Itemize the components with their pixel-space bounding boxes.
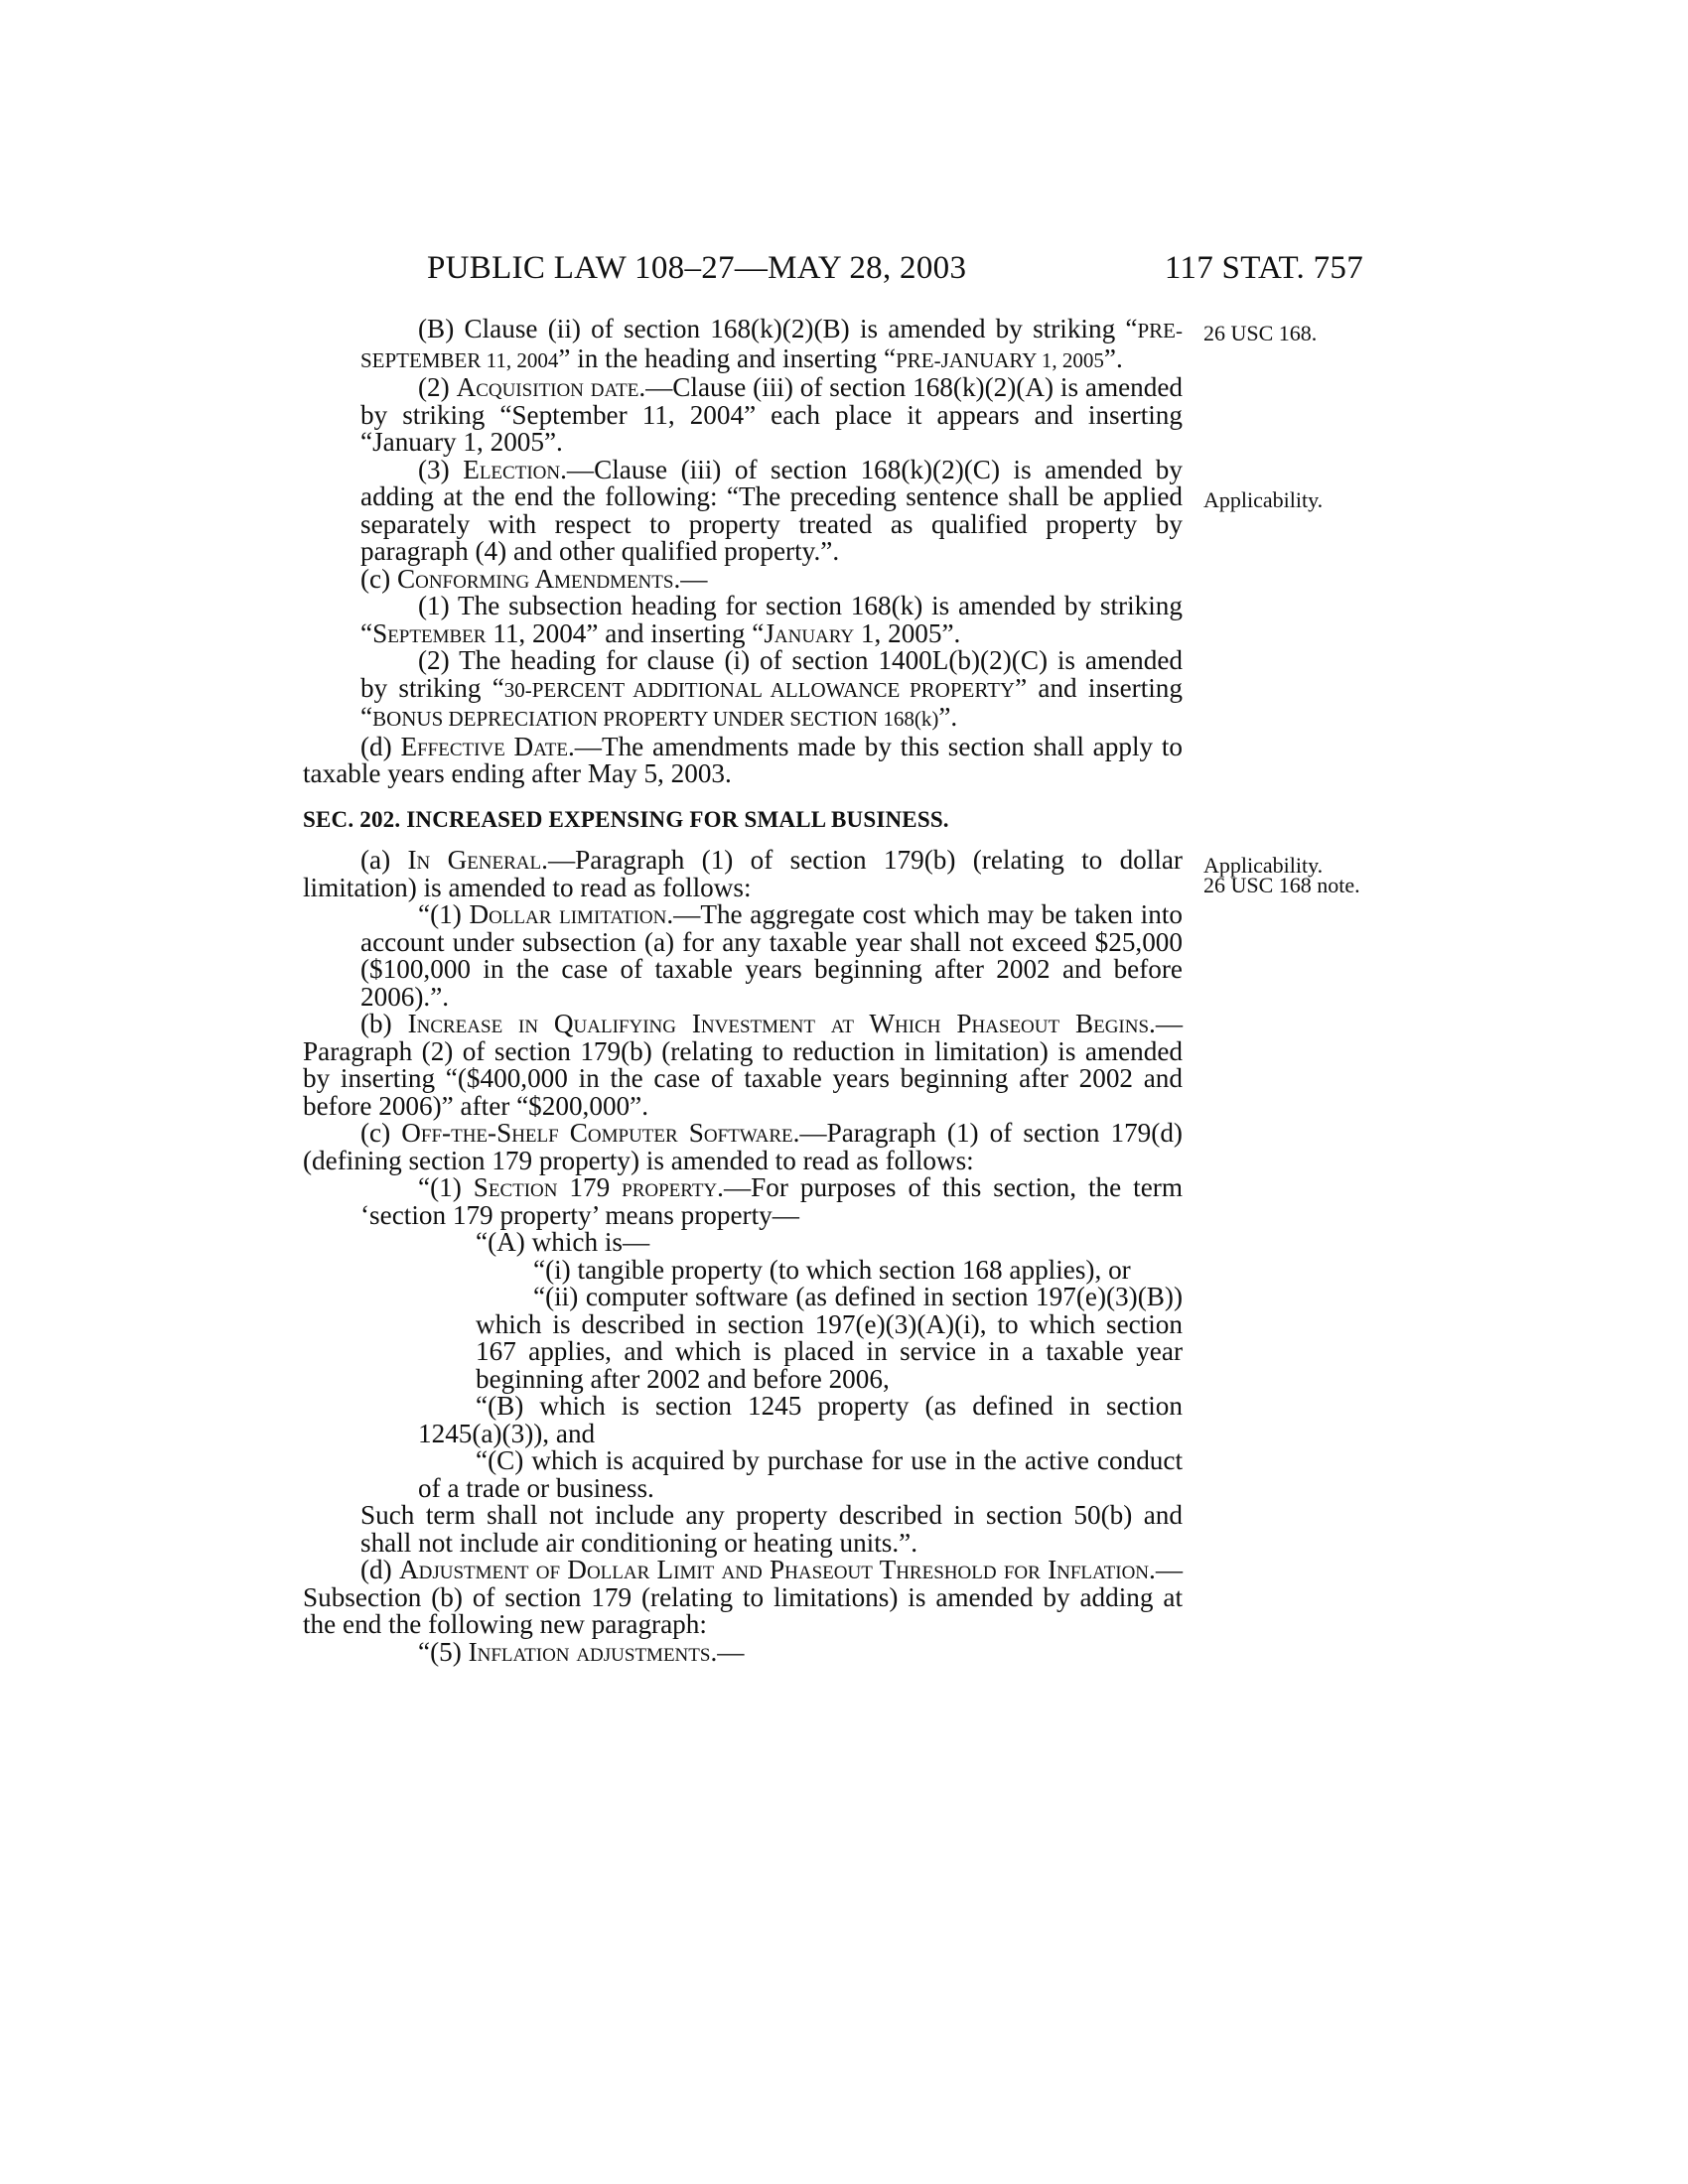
paragraph-heading: Effective Date bbox=[400, 731, 568, 761]
paragraph-heading: Dollar limitation bbox=[469, 899, 667, 929]
paragraph-acquisition-date bbox=[303, 374, 1183, 457]
text-run: .—The aggregate cost which may be taken into account under subsection (a) for any taxable year shall not exceed $25,000 ($100,000 in the case of taxable years beginning after 2002 and before 2006).”. bbox=[360, 899, 1183, 1012]
small-caps-run: September bbox=[372, 617, 487, 648]
text-run: 1, 2005”. bbox=[854, 617, 961, 648]
paragraph-subclause-ii: “(ii) computer software (as defined in section 197(e)(3)(B)) which is described in section 197(e)(3)(A)(i), to which section 167 applies, and which is placed in service in a taxable year beginning after 2002 and before 2006, bbox=[476, 1282, 1183, 1394]
text-run: ”. bbox=[1103, 342, 1123, 373]
text-run: (c) bbox=[360, 563, 397, 594]
text-run: (a) bbox=[360, 845, 408, 875]
text-run: (2) The heading for clause (i) of section 1400L(b)(2)(C) is amended by striking “ bbox=[360, 645, 1183, 703]
text-run: (c) bbox=[360, 1118, 402, 1148]
paragraph-qualifying-investment bbox=[303, 1011, 1183, 1120]
running-header-stat-page: 117 STAT. 757 bbox=[1164, 250, 1363, 286]
text-run: (B) Clause (ii) of section 168(k)(2)(B) is amended by striking “ bbox=[418, 314, 1138, 343]
text-run: “(1) bbox=[418, 899, 470, 929]
paragraph-heading: Section 179 property bbox=[473, 1172, 718, 1202]
text-run: ” in the heading and inserting “ bbox=[558, 342, 897, 373]
text-run: .—Clause (iii) of section 168(k)(2)(A) is amended by striking “September 11, 2004” each place it appears and inserting “January 1, 2005”. bbox=[360, 372, 1184, 457]
text-run: .—The amendments made by this section shall apply to taxable years ending after May 5, 2003. bbox=[303, 731, 1183, 788]
small-caps-run: January bbox=[764, 617, 855, 648]
text-run: .—Paragraph (2) of section 179(b) (relating to reduction in limitation) is amended by inserting “($400,000 in the case of taxable years beginning after 2002 and before 2006)” after “$200,000”. bbox=[303, 1009, 1184, 1121]
paragraph-heading: Election bbox=[463, 454, 561, 484]
margin-note-line: 26 USC 168 note. bbox=[1203, 873, 1360, 897]
margin-note-applicability: Applicability. bbox=[1203, 487, 1324, 512]
paragraph-conforming-2 bbox=[303, 647, 1183, 734]
text-run: (2) bbox=[418, 372, 457, 402]
paragraph-clause-b bbox=[303, 316, 1183, 374]
small-caps-run: PRE-SEPTEMBER 11, 2004 bbox=[360, 319, 1183, 372]
paragraph-heading: Off-the-Shelf Computer Software bbox=[401, 1118, 793, 1148]
section-heading: SEC. 202. INCREASED EXPENSING FOR SMALL BUSINESS. bbox=[303, 806, 949, 832]
paragraph-section-179-property bbox=[303, 1174, 1183, 1229]
text-run: .—Clause (iii) of section 168(k)(2)(C) is amended by adding at the end the following: “The preceding sentence shall be applied separately with respect to property treated as qualified property by paragraph (4) and other qualified property.”. bbox=[360, 454, 1183, 566]
paragraph-subclause-c: “(C) which is acquired by purchase for use in the active conduct of a trade or business. bbox=[418, 1445, 1183, 1503]
small-caps-run: PRE-JANUARY 1, 2005 bbox=[896, 347, 1104, 372]
paragraph-effective-date bbox=[303, 731, 1183, 788]
paragraph-computer-software bbox=[303, 1120, 1183, 1174]
document-body bbox=[303, 316, 1183, 1666]
paragraph-heading: Adjustment of Dollar Limit and Phaseout Threshold for Inflation bbox=[398, 1555, 1150, 1584]
text-run: ” and inserting “ bbox=[360, 672, 1183, 732]
paragraph-in-general bbox=[303, 847, 1183, 901]
paragraph-subclause-a: “(A) which is— bbox=[476, 1227, 650, 1257]
margin-note-line: Applicability. bbox=[1203, 853, 1324, 878]
text-run: (b) bbox=[360, 1009, 408, 1038]
paragraph-dollar-limitation bbox=[303, 901, 1183, 1011]
margin-note-usc: 26 USC 168. bbox=[1203, 321, 1318, 345]
paragraph-heading: Conforming Amendments bbox=[396, 563, 674, 594]
paragraph-election bbox=[303, 454, 1183, 566]
text-run: .—Paragraph (1) of section 179(d) (defining section 179 property) is amended to read as follows: bbox=[303, 1118, 1183, 1175]
small-caps-run: 30-PERCENT ADDITIONAL ALLOWANCE PROPERTY bbox=[503, 677, 1016, 702]
paragraph-heading: Increase in Qualifying Investment at Which Phaseout Begins bbox=[407, 1009, 1150, 1038]
margin-note-applicability-usc bbox=[1203, 853, 1360, 897]
text-run: .—Subsection (b) of section 179 (relating to limitations) is amended by adding at the end the following new paragraph: bbox=[303, 1555, 1183, 1639]
paragraph-heading: In General bbox=[407, 845, 542, 875]
paragraph-conforming-1 bbox=[303, 593, 1183, 647]
paragraph-heading: Inflation adjustments bbox=[468, 1636, 711, 1667]
text-run: “(1) bbox=[418, 1172, 474, 1202]
text-run: (d) bbox=[360, 1555, 399, 1584]
paragraph-subclause-i: “(i) tangible property (to which section 168 applies), or bbox=[533, 1254, 1131, 1285]
text-run: .—For purposes of this section, the term ‘section 179 property’ means property— bbox=[360, 1172, 1183, 1230]
text-run: .—Paragraph (1) of section 179(b) (relating to dollar limitation) is amended to read as follows: bbox=[303, 845, 1183, 902]
paragraph-conforming-amendments bbox=[303, 563, 1183, 594]
text-run: “(5) bbox=[418, 1636, 469, 1667]
paragraph-heading: Acquisition date bbox=[456, 372, 639, 402]
small-caps-run: BONUS DEPRECIATION PROPERTY UNDER SECTION 168(k) bbox=[372, 707, 939, 731]
paragraph-inflation-adjustment bbox=[303, 1557, 1183, 1639]
text-run: (3) bbox=[418, 454, 464, 484]
running-header-title: PUBLIC LAW 108–27—MAY 28, 2003 bbox=[427, 250, 967, 286]
text-run: .— bbox=[673, 563, 708, 594]
text-run: ”. bbox=[938, 702, 958, 732]
paragraph-subclause-b: “(B) which is section 1245 property (as defined in section 1245(a)(3)), and bbox=[418, 1391, 1183, 1448]
text-run: 11, 2004” and inserting “ bbox=[486, 617, 765, 648]
text-run: (d) bbox=[360, 731, 401, 761]
text-run: .— bbox=[710, 1636, 745, 1667]
paragraph-such-term: Such term shall not include any property described in section 50(b) and shall not include air conditioning or heating units.”. bbox=[360, 1500, 1183, 1558]
text-run: (1) The subsection heading for section 168(k) is amended by striking “ bbox=[360, 591, 1183, 648]
paragraph-inflation-adjustments-5 bbox=[303, 1636, 1183, 1667]
